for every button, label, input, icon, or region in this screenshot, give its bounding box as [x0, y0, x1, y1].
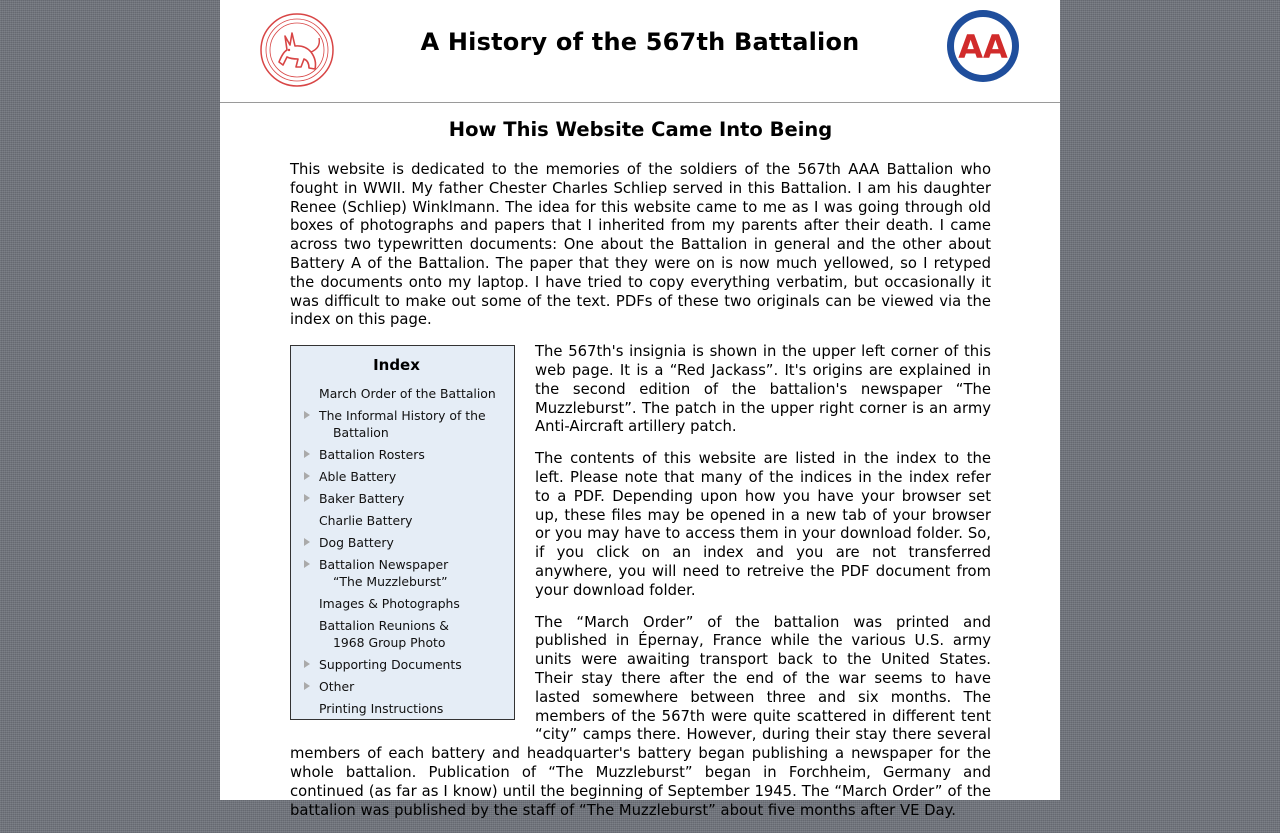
index-panel	[290, 345, 515, 720]
expand-arrow-icon[interactable]	[304, 560, 310, 568]
contents-paragraph: The contents of this website are listed in the index to the left. Please note that many of the indices in the index refer to a PDF. Depending upon how you have your browser set up, these files may be opened in a new tab of your browser or you may have to access them in your download folder. So, if you click on an index and you are not transferred anywhere, you will need to retreive the PDF document from your download folder.	[535, 450, 991, 599]
index-item-label[interactable]: Dog Battery	[319, 535, 394, 551]
index-item-label-continued[interactable]: 1968 Group Photo	[333, 635, 446, 651]
index-item-label[interactable]: Printing Instructions	[319, 701, 444, 717]
anti-aircraft-patch-logo	[945, 8, 1021, 84]
index-item[interactable]	[291, 595, 514, 612]
expand-arrow-icon[interactable]	[304, 538, 310, 546]
index-item[interactable]	[291, 446, 514, 463]
index-item-label[interactable]: March Order of the Battalion	[319, 386, 496, 402]
index-title: Index	[373, 356, 420, 375]
index-item-label[interactable]: The Informal History of the	[319, 408, 486, 424]
index-item-label-continued[interactable]: “The Muzzleburst”	[333, 574, 448, 590]
index-item-label[interactable]: Able Battery	[319, 469, 397, 485]
index-item[interactable]	[291, 385, 514, 402]
index-item-label[interactable]: Battalion Rosters	[319, 447, 425, 463]
index-item[interactable]	[291, 468, 514, 485]
index-item[interactable]	[291, 512, 514, 529]
march-order-paragraph: The “March Order” of the battalion was printed and published in Épernay, France while the various U.S. army units were awaiting transport back to the United States. Their stay there after the end of the war seems to have lasted somewhere between three and six months. The members of the 567th were quite scattered in different tent “city” camps there. However, during their stay there several members of each battery and headquarter's battery began publishing a newspaper for the whole battalion. Publication of “The Muzzleburst” began in Forchheim, Germany and continued (as far as I know) until the beginning of September 1945. The “March Order” of the battalion was published by the staff of “The Muzzleburst” about five months after VE Day.	[290, 613, 991, 819]
index-item[interactable]	[291, 556, 514, 590]
index-item-label[interactable]: Images & Photographs	[319, 596, 460, 612]
index-item-label[interactable]: Battalion Reunions &	[319, 618, 449, 634]
expand-arrow-icon[interactable]	[304, 411, 310, 419]
index-item-label-continued[interactable]: Battalion	[333, 425, 389, 441]
index-item[interactable]	[291, 700, 514, 717]
main-content	[290, 118, 991, 833]
section-heading: How This Website Came Into Being	[448, 118, 833, 141]
index-item-label[interactable]: Supporting Documents	[319, 657, 462, 673]
expand-arrow-icon[interactable]	[304, 660, 310, 668]
expand-arrow-icon[interactable]	[304, 494, 310, 502]
index-item-label[interactable]: Other	[319, 679, 355, 695]
site-title: A History of the 567th Battalion	[420, 28, 860, 56]
insignia-paragraph: The 567th's insignia is shown in the upper left corner of this web page. It is a “Red Jackass”. It's origins are explained in the second edition of the battalion's newspaper “The Muzzleburst”. The patch in the upper right corner is an army Anti-Aircraft artillery patch.	[535, 343, 991, 436]
index-item-label[interactable]: Battalion Newspaper	[319, 557, 449, 573]
index-list	[291, 385, 514, 717]
intro-paragraph: This website is dedicated to the memories of the soldiers of the 567th AAA Battalion who fought in WWII. My father Chester Charles Schliep served in this Battalion. I am his daughter Renee (Schliep) Winklmann. The idea for this website came to me as I was going through old boxes of photographs and papers that I inherited from my parents after their death. I came across two typewritten documents: One about the Battalion in general and the other about Battery A of the Battalion. The paper that they were on is now much yellowed, so I retyped the documents onto my laptop. I have tried to copy everything verbatim, but occasionally it was difficult to make out some of the text. PDFs of these two originals can be viewed via the index on this page.	[290, 161, 991, 329]
patch-aa-text: AA	[958, 28, 1008, 66]
index-item[interactable]	[291, 656, 514, 673]
index-item[interactable]	[291, 678, 514, 695]
index-item[interactable]	[291, 617, 514, 651]
index-item-label[interactable]: Baker Battery	[319, 491, 405, 507]
index-item[interactable]	[291, 407, 514, 441]
site-header	[220, 0, 1060, 103]
page-container	[220, 0, 1060, 819]
index-item-label[interactable]: Charlie Battery	[319, 513, 413, 529]
expand-arrow-icon[interactable]	[304, 682, 310, 690]
expand-arrow-icon[interactable]	[304, 472, 310, 480]
index-item[interactable]	[291, 490, 514, 507]
index-item[interactable]	[291, 534, 514, 551]
expand-arrow-icon[interactable]	[304, 450, 310, 458]
